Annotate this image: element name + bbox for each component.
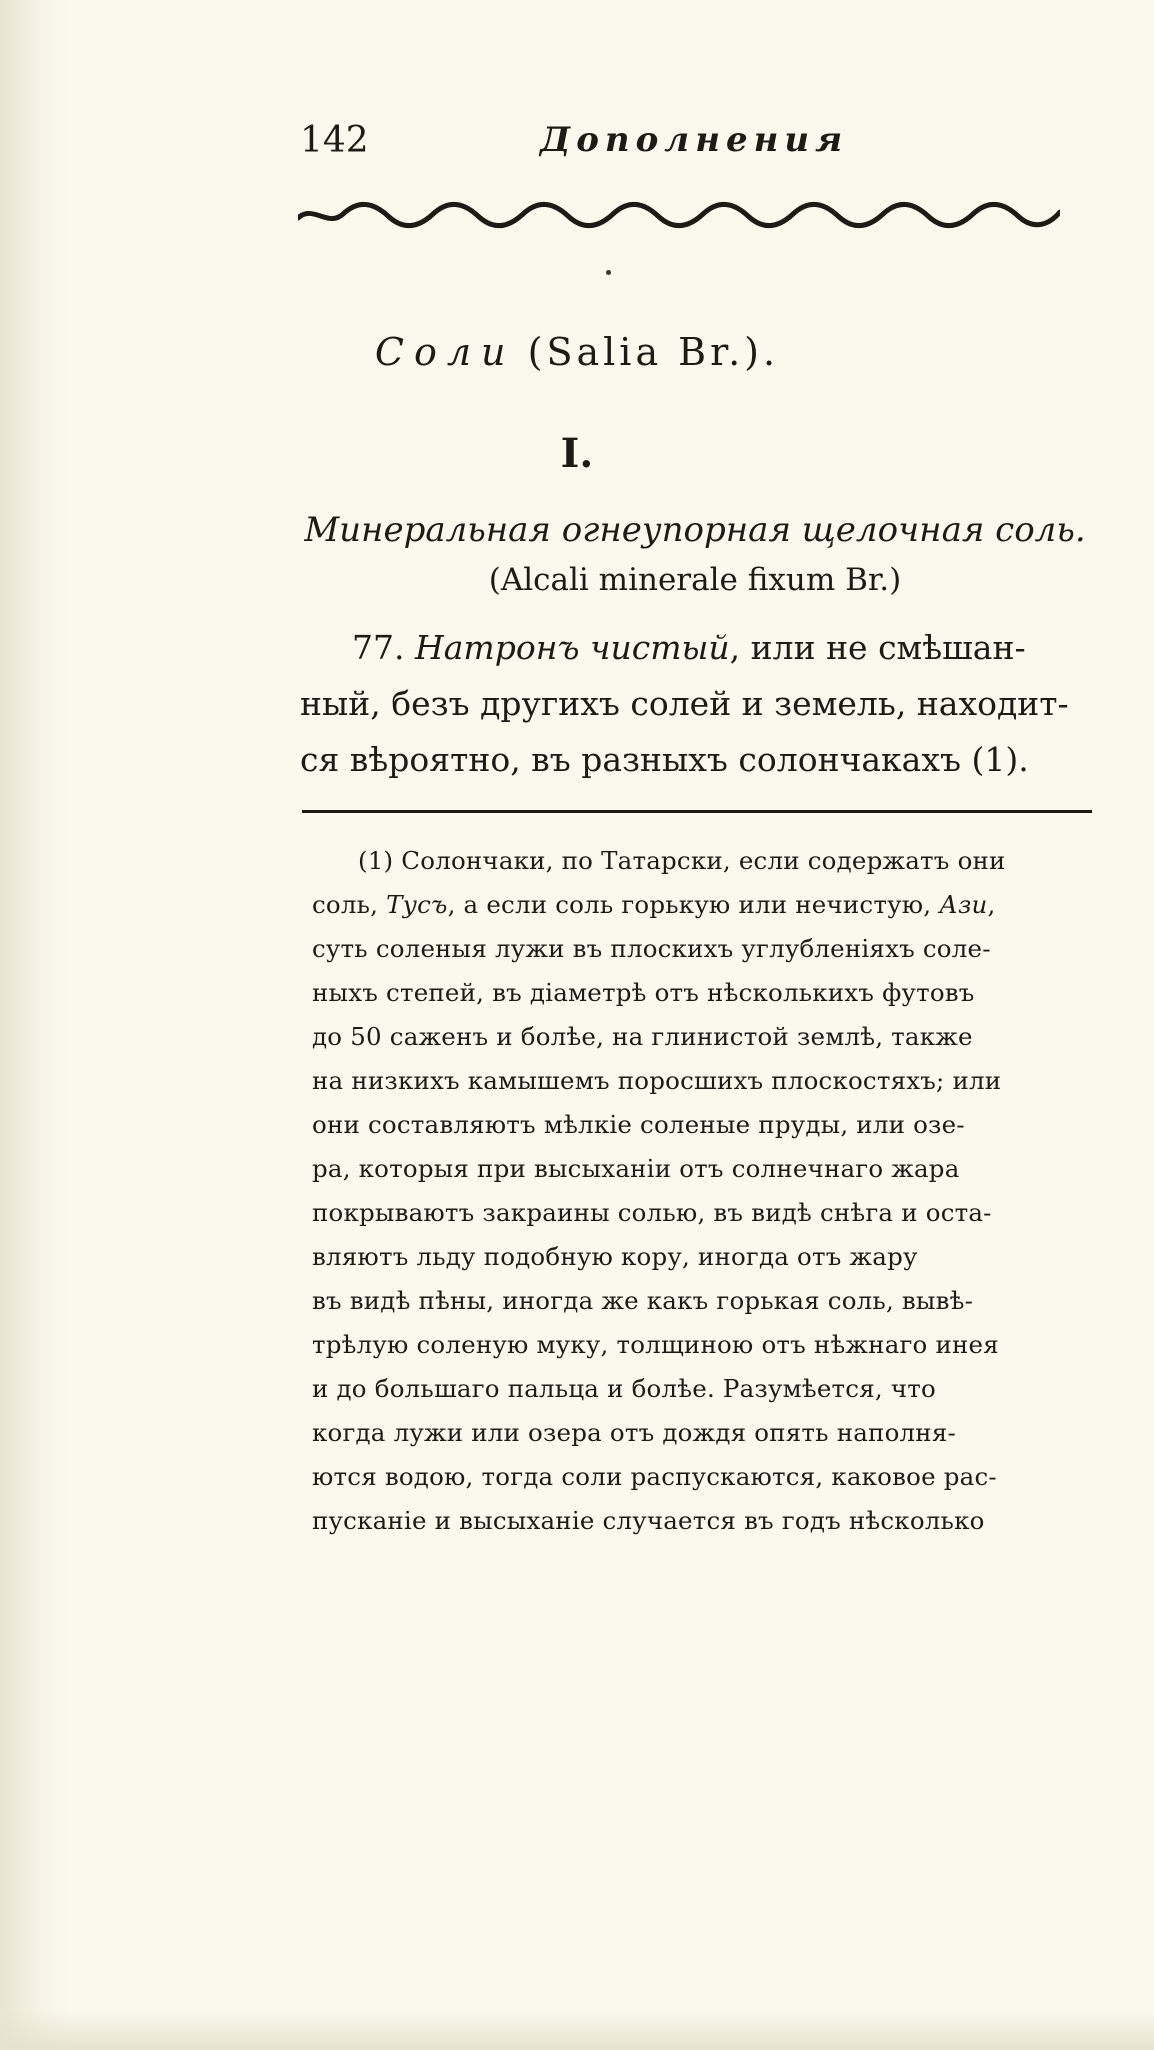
footnote-line: они составляютъ мѣлкіе соленые пруды, или озе- [312, 1110, 965, 1139]
running-title: Дополнения [540, 120, 849, 160]
footnote-line: пусканіе и высыханіе случается въ годъ нѣсколько [312, 1506, 985, 1535]
footnote-text: , а если соль горькую или нечистую, [447, 890, 940, 919]
section-title [0, 330, 1154, 374]
wave-ornament-icon [298, 198, 1060, 232]
subsection-title-lat: (Alcali minerale fixum Br.) [488, 562, 902, 598]
paragraph-text: , или не смѣшан- [729, 628, 1026, 667]
footnote-text: (1) Солончаки, по Татарски, если содержатъ они [358, 846, 1006, 875]
footnote-line: покрываютъ закраины солью, въ видѣ снѣга и оста- [312, 1198, 992, 1227]
footnote-text: , [987, 890, 996, 919]
footnote-line: на низкихъ камышемъ поросшихъ плоскостяхъ; или [312, 1066, 1002, 1095]
paragraph-line-1 [352, 628, 1152, 667]
ink-dot [606, 270, 611, 275]
paragraph-line-3: ся вѣроятно, въ разныхъ солончакахъ (1). [300, 740, 1029, 779]
page-gutter-shadow [0, 0, 70, 2050]
decorative-rule-ornament [298, 198, 1060, 232]
footnote-line: ра, которыя при высыханіи отъ солнечнаго жара [312, 1154, 960, 1183]
footnote-line [312, 890, 1112, 919]
footnote-line [358, 846, 1154, 875]
footnote-line: когда лужи или озера отъ дождя опять наполня- [312, 1418, 956, 1447]
page-number: 142 [300, 120, 369, 161]
section-title-lat: (Salia Br.). [527, 330, 780, 374]
running-head [300, 120, 1060, 170]
section-title-ru: Соли [374, 330, 516, 374]
footnote-line: трѣлую соленую муку, толщиною отъ нѣжнаго инея [312, 1330, 999, 1359]
footnote-line: ныхъ степей, въ діаметрѣ отъ нѣсколькихъ футовъ [312, 978, 975, 1007]
footnote-line: въ видѣ пѣны, иногда же какъ горькая соль, вывѣ- [312, 1286, 974, 1315]
paragraph-line-2: ный, безъ другихъ солей и земель, находит- [300, 684, 1069, 723]
footnote-term-azi: Ази [939, 890, 988, 919]
footnote-line: ются водою, тогда соли распускаются, каковое рас- [312, 1462, 997, 1491]
footnote-line: вляютъ льду подобную кору, иногда отъ жару [312, 1242, 918, 1271]
footnote-term-tus: Тусъ [386, 890, 448, 919]
subsection-number: I. [560, 430, 594, 477]
footnote-line: и до большаго пальца и болѣе. Разумѣется, что [312, 1374, 936, 1403]
footnote-separator [302, 810, 1092, 813]
subsection-title-ru: Минеральная огнеупорная щелочная соль. [304, 510, 1086, 550]
paragraph-term: Натронъ чистый [414, 628, 730, 667]
footnote-line: до 50 саженъ и болѣе, на глинистой землѣ, также [312, 1022, 973, 1051]
page-bottom-shadow [0, 2010, 1154, 2050]
footnote-line: суть соленыя лужи въ плоскихъ углубленіяхъ соле- [312, 934, 991, 963]
paragraph-number: 77. [352, 628, 405, 667]
footnote-text: соль, [312, 890, 387, 919]
